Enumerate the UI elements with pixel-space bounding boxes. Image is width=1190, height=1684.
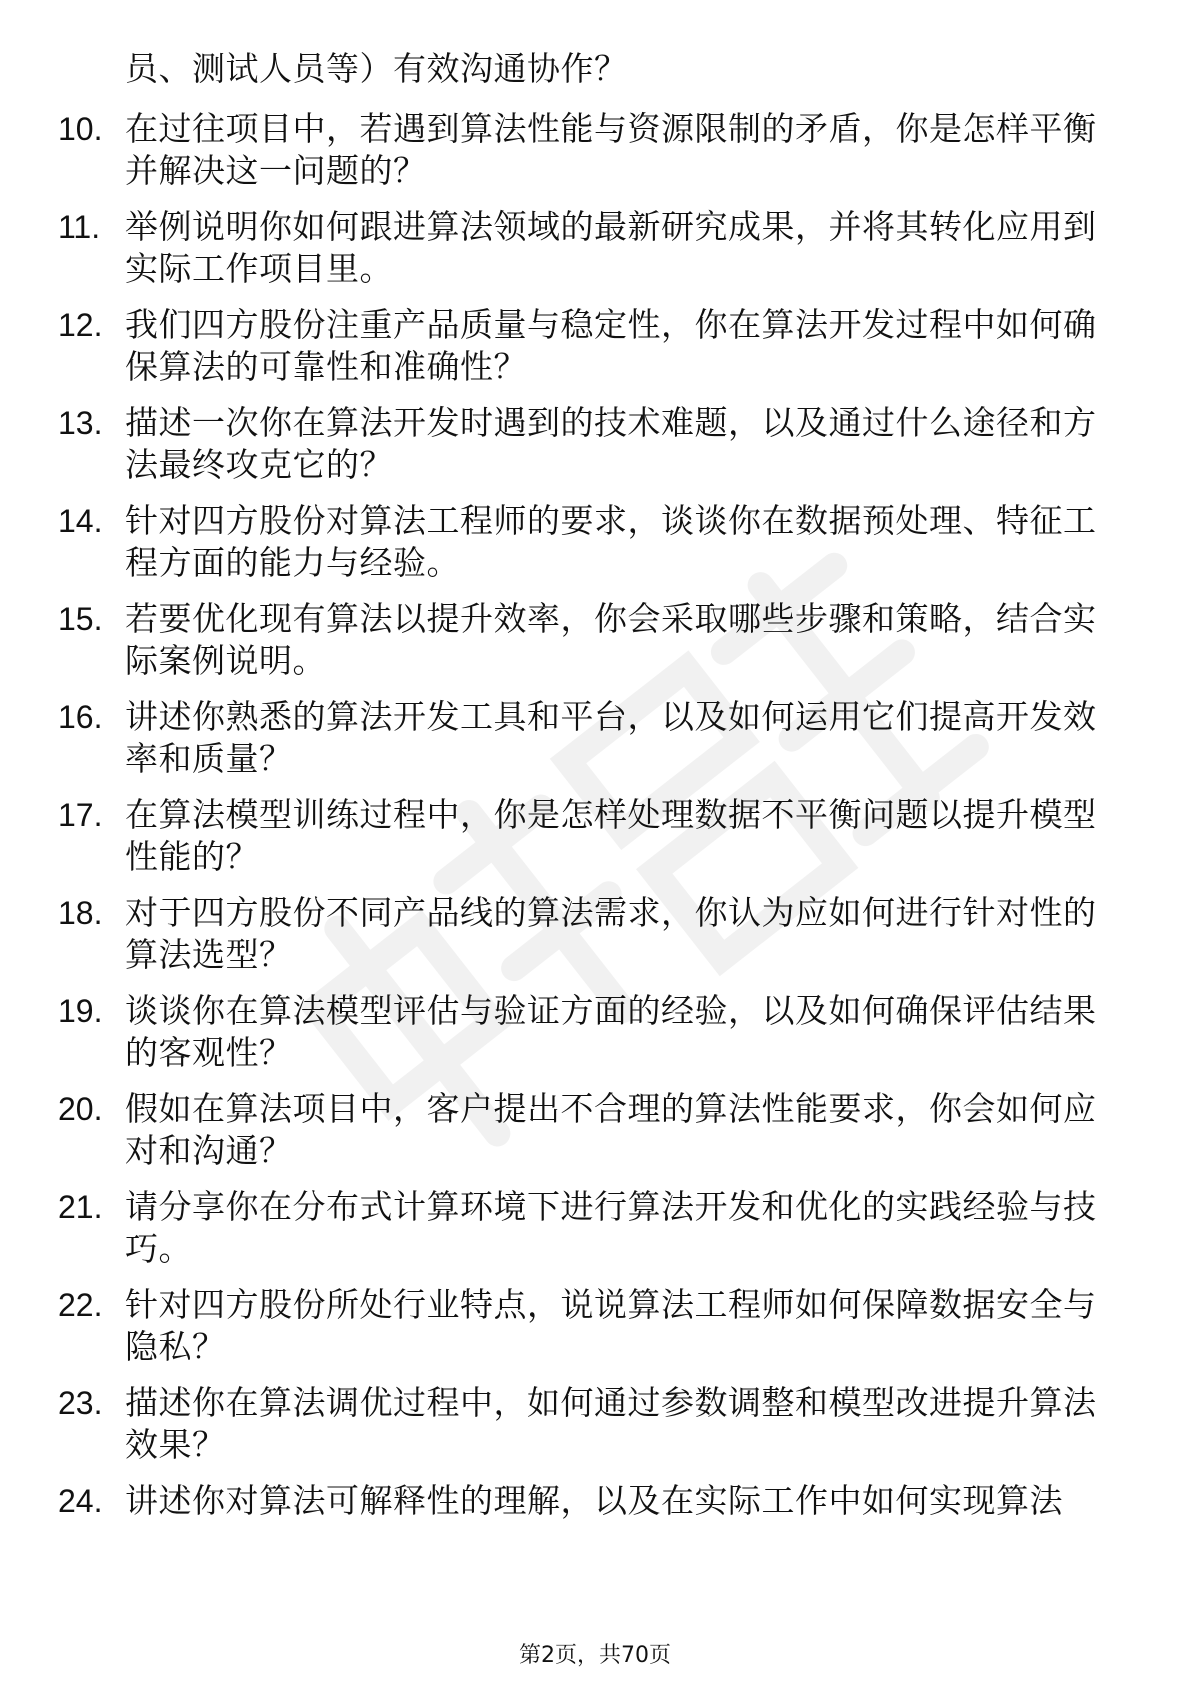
- question-number: 17.: [58, 797, 103, 833]
- list-item: [58, 892, 1118, 976]
- question-number: 12.: [58, 307, 103, 343]
- question-text: 对于四方股份不同产品线的算法需求，你认为应如何进行针对性的算法选型？: [125, 893, 1097, 974]
- question-text: 讲述你对算法可解释性的理解，以及在实际工作中如何实现算法: [125, 1481, 1063, 1520]
- question-text: 描述一次你在算法开发时遇到的技术难题，以及通过什么途径和方法最终攻克它的？: [125, 403, 1097, 484]
- question-number: 22.: [58, 1287, 103, 1323]
- question-text: 若要优化现有算法以提升效率，你会采取哪些步骤和策略，结合实际案例说明。: [125, 599, 1097, 680]
- question-text: 在过往项目中，若遇到算法性能与资源限制的矛盾，你是怎样平衡并解决这一问题的？: [125, 109, 1097, 190]
- question-number: 11.: [58, 209, 101, 245]
- list-item: [58, 108, 1118, 192]
- question-text: 针对四方股份对算法工程师的要求，谈谈你在数据预处理、特征工程方面的能力与经验。: [125, 501, 1097, 582]
- question-list: [58, 48, 1118, 1536]
- question-text: 请分享你在分布式计算环境下进行算法开发和优化的实践经验与技巧。: [125, 1187, 1097, 1268]
- list-item: [58, 1284, 1118, 1368]
- question-text: 讲述你熟悉的算法开发工具和平台，以及如何运用它们提高开发效率和质量？: [125, 697, 1097, 778]
- question-number: 21.: [58, 1189, 103, 1225]
- question-number: 24.: [58, 1483, 103, 1519]
- list-item: [58, 696, 1118, 780]
- list-item: [58, 1088, 1118, 1172]
- question-number: 14.: [58, 503, 103, 539]
- list-item: [58, 794, 1118, 878]
- question-number: 23.: [58, 1385, 103, 1421]
- list-item: [58, 990, 1118, 1074]
- question-text: 谈谈你在算法模型评估与验证方面的经验，以及如何确保评估结果的客观性？: [125, 991, 1097, 1072]
- question-text: 我们四方股份注重产品质量与稳定性，你在算法开发过程中如何确保算法的可靠性和准确性？: [125, 305, 1097, 386]
- question-number: 10.: [58, 111, 103, 147]
- question-text: 针对四方股份所处行业特点，说说算法工程师如何保障数据安全与隐私？: [125, 1285, 1097, 1366]
- page-footer: 第2页，共70页: [519, 1643, 671, 1668]
- list-item: [58, 1186, 1118, 1270]
- list-item: [58, 304, 1118, 388]
- question-number: 19.: [58, 993, 103, 1029]
- question-number: 15.: [58, 601, 103, 637]
- question-number: 13.: [58, 405, 103, 441]
- question-number: 20.: [58, 1091, 103, 1127]
- question-text: 举例说明你如何跟进算法领域的最新研究成果，并将其转化应用到实际工作项目里。: [125, 207, 1097, 288]
- question-text: 假如在算法项目中，客户提出不合理的算法性能要求，你会如何应对和沟通？: [125, 1089, 1097, 1170]
- question-number: 18.: [58, 895, 103, 931]
- question-text: 描述你在算法调优过程中，如何通过参数调整和模型改进提升算法效果？: [125, 1383, 1097, 1464]
- list-item: [58, 1382, 1118, 1466]
- list-item: [58, 598, 1118, 682]
- question-text: 在算法模型训练过程中，你是怎样处理数据不平衡问题以提升模型性能的？: [125, 795, 1097, 876]
- list-item: [58, 500, 1118, 584]
- continuation-line: 员、测试人员等）有效沟通协作？: [125, 49, 628, 88]
- list-item: [58, 1480, 1118, 1522]
- list-item: [58, 206, 1118, 290]
- list-item: [58, 402, 1118, 486]
- question-number: 16.: [58, 699, 103, 735]
